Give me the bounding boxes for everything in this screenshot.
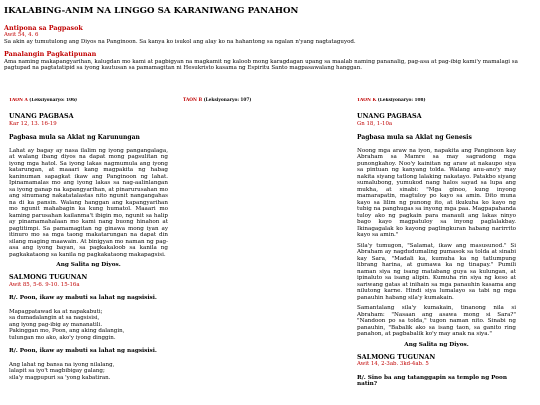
salita-line: Ang Salita ng Diyos. bbox=[56, 262, 121, 269]
psalm-response: R/. Poon, ikaw ay mabuti sa lahat ng nagsisisi. bbox=[9, 348, 157, 355]
reading-body: Sila'y tumugon, "Salamat, ikaw ang masusunod." Si Abraham ay nagdudumaling pumasok sa tolda at sinabi kay Sara, "Madali ka, kumuha ka ng tatlumpung librang harina, at gumawa ka ng tinapay." Pumili naman siya ng isang matabang guya sa kulungan, at ipinaluto sa isang alipin. Kumuha rin siya ng keso at sariwang gatas at inihain sa mga panauhin kasama ang nilutong karne. Hindi siya lumalayo sa tabi ng mga panauhin habang sila'y kumakain. bbox=[357, 242, 516, 301]
verse-line: tulungan mo ako, ako'y iyong dinggin. bbox=[9, 334, 116, 341]
psalm-ref: Awit 85, 5-6. 9-10. 15-16a bbox=[9, 281, 80, 288]
psalm-ref: Awit 14, 2-3ab. 3kd-4ab. 5 bbox=[357, 361, 429, 368]
leksiyonaryo-label: (Leksiyonaryo: 106) bbox=[29, 98, 78, 103]
antipona-text: Sa akin ay tumutulong ang Diyos na Panginoon. Sa kanya ko isukol ang alay ko na hahantong sa ngalan n'yang nagtataguyod. bbox=[4, 38, 356, 45]
verse-line: sa dumadalangin at sa nagsisisi, bbox=[9, 315, 100, 322]
antipona-ref: Awit 54, 4. 6 bbox=[4, 32, 39, 39]
column-taon-k bbox=[352, 98, 516, 405]
taon-label: TAON K bbox=[357, 98, 377, 103]
column-header bbox=[357, 98, 516, 104]
psalm-verse bbox=[9, 362, 168, 382]
reading-ref: Gn 18, 1-10a bbox=[357, 120, 393, 127]
panalangin-section bbox=[4, 51, 536, 72]
verse-line: ang iyong pag-ibig ay mananatili. bbox=[9, 321, 103, 328]
reading-body: Samantalang sila'y kumakain, tinanong nila si Abraham: "Nasaan ang asawa mong si Sara?" "Nandoon po sa tolda," tugon naman nito. Sinabi ng panauhin, "Babalik ako sa isang taon, sa ganito ring panahon, at pagbabalik ko'y may anak na siya." bbox=[357, 305, 516, 338]
reading-subhead: Pagbasa mula sa Aklat ng Genesis bbox=[357, 133, 472, 141]
reading-body: Noong mga araw na iyon, napakita ang Panginoon kay Abraham sa Mamre sa may sagradong mga punongkahoy. Noo'y kainitan ng araw at nakaupo siya sa pintuan ng kanyang tolda. Walang anu-ano'y may nakita siyang tatlong lalaking nakatayo. Patakbo siyang sumalubong, yumukod nang halos sayad sa lupa ang mukha, at sinabi: "Mga ginoo, kung inyong mamarapatin, magtuloy po kayo sa amin. Dito muna kayo sa lilim ng punong ito, at ikukuha ko kayo ng tubig na panghugas sa inyong mga paa. Magpapahanda tuloy ako ng pagkain para manauli ang lakas ninyo bago kayo magpatuloy sa inyong paglalakbay. Ikinagagalak ko kayong paglingkuran habang narirrito kayo sa amin." bbox=[357, 147, 516, 239]
taon-label: TAON B bbox=[183, 98, 203, 103]
reading-ref: Kar 12, 13. 16-19 bbox=[9, 120, 57, 127]
verse-line: Pakinggan mo, Poon, ang aking dalangin, bbox=[9, 328, 125, 335]
antipona-heading: Antipona sa Pagpasok bbox=[4, 24, 83, 32]
column-taon-a bbox=[4, 98, 168, 405]
psalm-response: R/. Poon, ikaw ay mabuti sa lahat ng nagsisisi. bbox=[9, 295, 157, 302]
column-taon-b bbox=[178, 98, 342, 405]
column-header bbox=[9, 98, 168, 104]
readings-columns bbox=[4, 98, 536, 405]
document-page bbox=[4, 6, 536, 78]
verse-line: Ang lahat ng bansa na iyong nilalang, bbox=[9, 361, 115, 368]
panalangin-text: Ama naming makapangyarihan, kalugdan mo kami at pagbigyan na magkamit ng kaloob mong karagdagan upang sa maalab naming pananalig, pag-asa at pag-ibig kami'y mamalagi sa pagtupad na pagtatatipid sa iyong kautusan sa pamamagitan ni Hesukristo kasama ng Espiritu Santo magpasawalang hanggan. bbox=[4, 58, 518, 72]
psalm-response: R/. Sino ba ang tatanggapin sa templo ng Poon natin? bbox=[357, 374, 507, 388]
reading-title: UNANG PAGBASA bbox=[357, 112, 422, 120]
psalm-title: SALMONG TUGUNAN bbox=[9, 273, 88, 282]
psalm-title: SALMONG TUGUNAN bbox=[357, 352, 436, 361]
reading-subhead: Pagbasa mula sa Aklat ng Karunungan bbox=[9, 133, 140, 141]
reading-title: UNANG PAGBASA bbox=[9, 112, 74, 120]
leksiyonaryo-label: (Leksiyonaryo: 107) bbox=[203, 98, 252, 103]
verse-line: lalapit sa iyo't magbibigay galang; bbox=[9, 368, 105, 375]
salita-line: Ang Salita ng Diyos. bbox=[404, 341, 469, 348]
panalangin-heading: Panalangin Pagkatipunan bbox=[4, 50, 97, 59]
taon-label: TAON A bbox=[9, 98, 28, 103]
antipona-section bbox=[4, 25, 536, 45]
reading-body: Lahat ay bagay ay nasa ilalim ng iyong pangangalaga, at walang ibang diyos na dapat mong pagsulitan ng iyong mga hatol. Sa iyong lakas nagmumula ang iyong katarungan, at maaari kang magpakita ng habag kaninuman sapagkat ikaw ang Panginoon ng lahat. Ipinamamalas mo ang iyong lakas sa nag-aalinlangan sa iyong ganap na kapangyarihan, at pinarurusahan mo ang sinumang nakatatalastas nito ngunit nangangahas na di ka pansin. Walang hanggan ang kapangyarihan mo ngunit mahabagin ka kung humatol. Maaari mo kaming parusahan kailanma't ibigin mo, ngunit sa halip ay pinamamahalaan mo kami nang buong hinahon at pagtitimpi. Sa pamamagitan ng ginawa mong iyan ay itinuro mo sa mga taong makatarungan na dapat din silang maging maawain. At binigyan mo naman ng pag-asa ang iyong bayan, sa pagkakaloob sa kanila ng pagkakataong sa kanila ng pagkakataong makapagsisi. bbox=[9, 147, 168, 258]
verse-line: sila'y magpupuri sa 'yong kabatiran. bbox=[9, 374, 111, 381]
column-header bbox=[183, 98, 342, 104]
verse-line: Mapagpatawad ka at napakabuti; bbox=[9, 308, 103, 315]
leksiyonaryo-label: (Leksiyonaryo: 108) bbox=[377, 98, 426, 103]
page-title: IKALABING-ANIM NA LINGGO SA KARANIWANG PANAHON bbox=[4, 6, 299, 16]
psalm-verse bbox=[9, 309, 168, 342]
